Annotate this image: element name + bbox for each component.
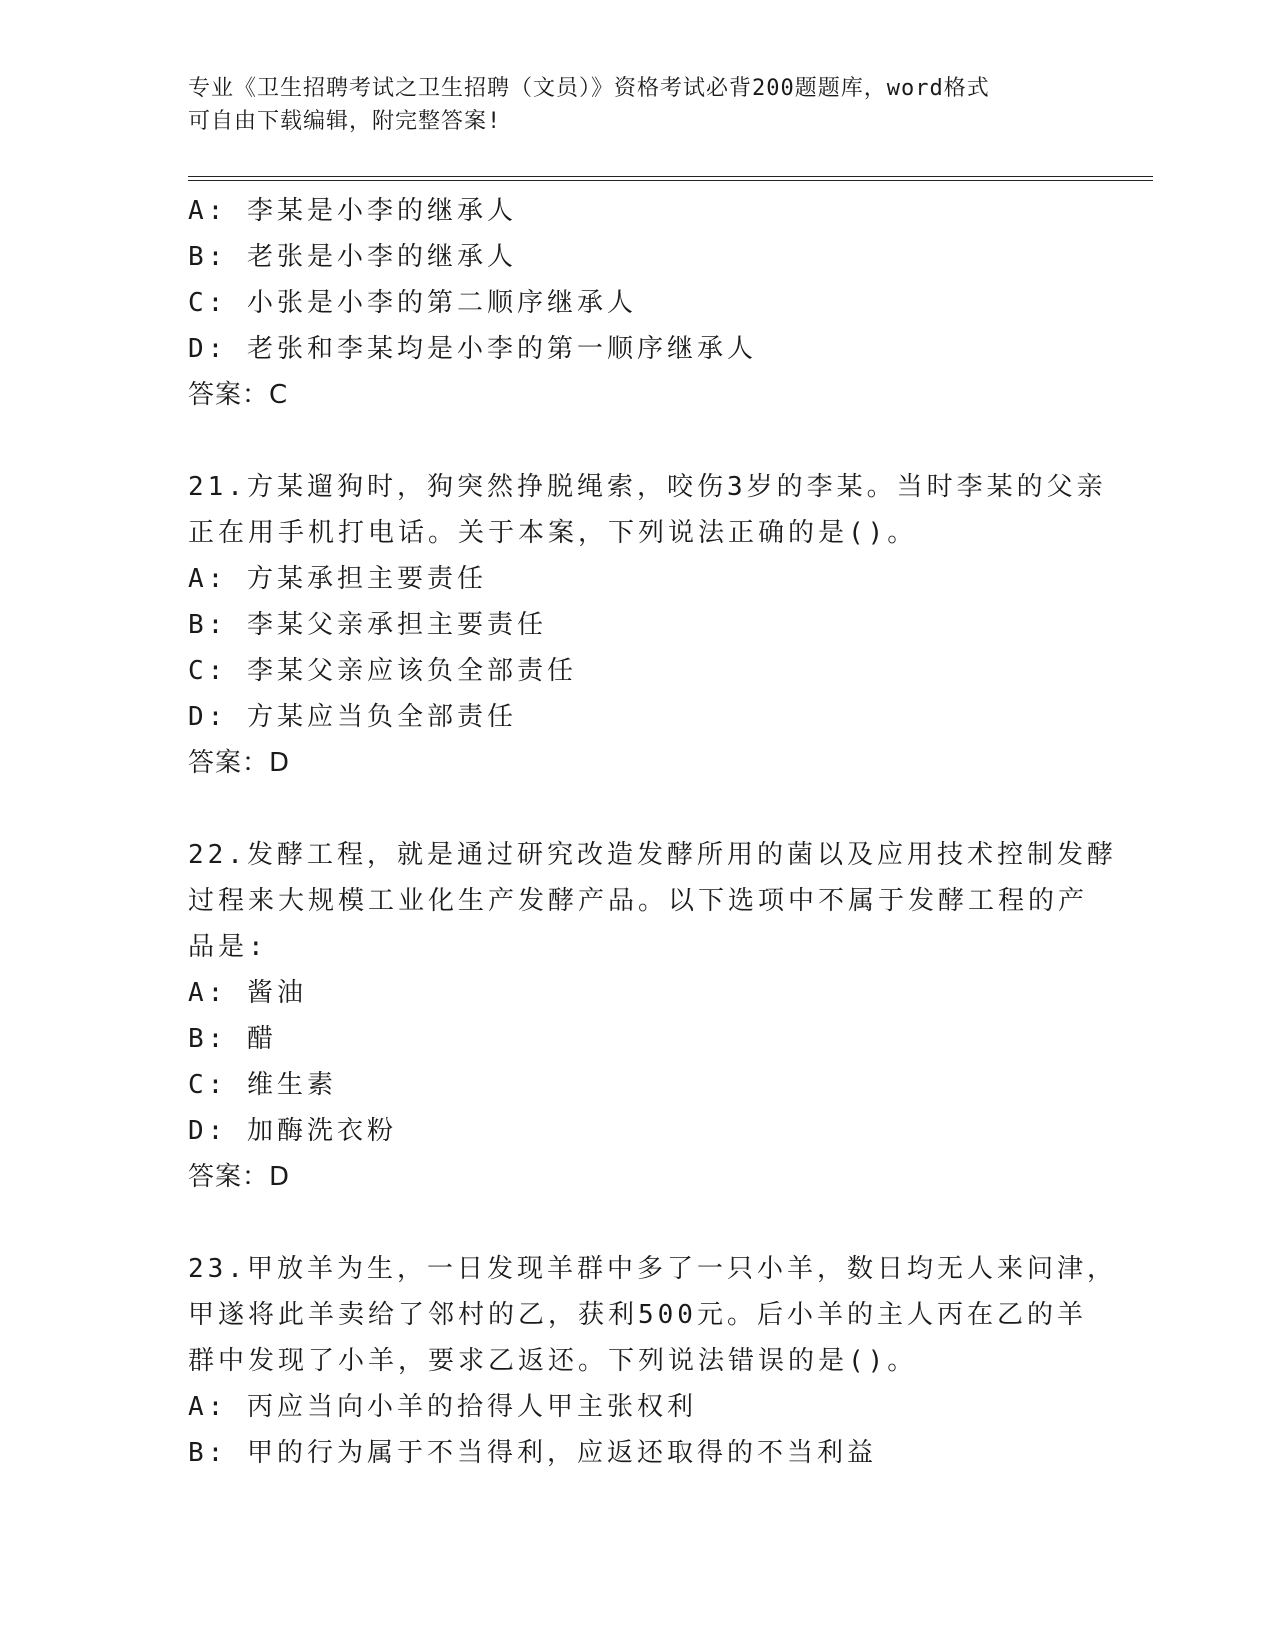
header-line-1: 专业《卫生招聘考试之卫生招聘（文员）》资格考试必背200题题库，word格式 — [188, 76, 990, 101]
option-d: D: 方某应当负全部责任 — [188, 702, 517, 732]
question-block — [188, 1246, 1117, 1476]
question-stem-line: 群中发现了小羊，要求乙返还。下列说法错误的是()。 — [188, 1346, 918, 1376]
question-stem-line: 品是: — [188, 932, 268, 962]
question-block — [188, 464, 1107, 786]
option-b: B: 老张是小李的继承人 — [188, 242, 517, 272]
question-block — [188, 188, 1078, 418]
option-c: C: 李某父亲应该负全部责任 — [188, 656, 577, 686]
option-d: D: 加酶洗衣粉 — [188, 1116, 397, 1146]
option-a: A: 丙应当向小羊的拾得人甲主张权利 — [188, 1392, 697, 1422]
question-block — [188, 832, 1117, 1200]
option-b: B: 甲的行为属于不当得利，应返还取得的不当利益 — [188, 1438, 877, 1468]
question-stem-line: 21.方某遛狗时，狗突然挣脱绳索，咬伤3岁的李某。当时李某的父亲 — [188, 472, 1107, 502]
question-stem-line: 23.甲放羊为生，一日发现羊群中多了一只小羊，数日均无人来问津， — [188, 1254, 1117, 1284]
option-c: C: 小张是小李的第二顺序继承人 — [188, 288, 637, 318]
option-a: A: 酱油 — [188, 978, 307, 1008]
option-b: B: 醋 — [188, 1024, 277, 1054]
question-stem-line: 正在用手机打电话。关于本案，下列说法正确的是()。 — [188, 518, 918, 548]
option-d: D: 老张和李某均是小李的第一顺序继承人 — [188, 334, 757, 364]
header-line-2: 可自由下载编辑，附完整答案! — [188, 109, 502, 134]
option-a: A: 方某承担主要责任 — [188, 564, 487, 594]
question-stem-line: 过程来大规模工业化生产发酵产品。以下选项中不属于发酵工程的产 — [188, 886, 1089, 916]
header-divider — [188, 176, 1153, 181]
option-c: C: 维生素 — [188, 1070, 337, 1100]
question-list — [188, 188, 1117, 1476]
question-stem-line: 22.发酵工程，就是通过研究改造发酵所用的菌以及应用技术控制发酵 — [188, 840, 1117, 870]
answer-line: 答案：D — [188, 1162, 291, 1192]
answer-line: 答案：D — [188, 748, 291, 778]
answer-line: 答案：C — [188, 380, 289, 410]
question-stem-line: 甲遂将此羊卖给了邻村的乙，获利500元。后小羊的主人丙在乙的羊 — [188, 1300, 1087, 1330]
option-a: A: 李某是小李的继承人 — [188, 196, 517, 226]
option-b: B: 李某父亲承担主要责任 — [188, 610, 547, 640]
document-header — [188, 72, 1088, 138]
